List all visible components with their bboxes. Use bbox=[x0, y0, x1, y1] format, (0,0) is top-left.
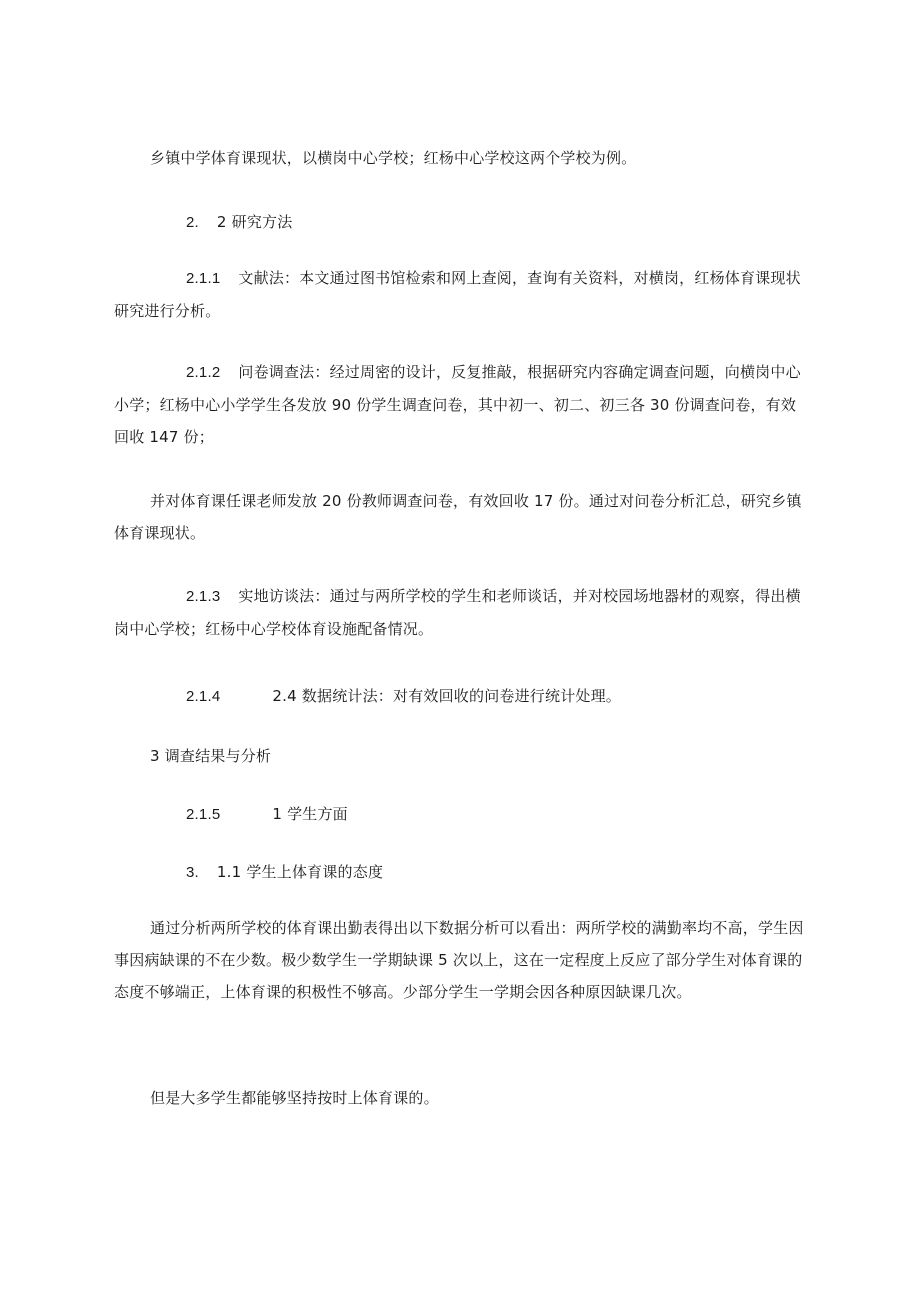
section-2-1-2-text: 问卷调查法：经过周密的设计，反复推敲，根据研究内容确定调查问题，向横岗中心小学；红杨中心小学学生各发放 90 份学生调查问卷，其中初一、初二、初三各 30 份调查问卷，有效回收 147 份； bbox=[114, 363, 801, 446]
section-2-1-1-text: 文献法：本文通过图书馆检索和网上查阅，查询有关资料，对横岗，红杨体育课现状研究进行分析。 bbox=[114, 269, 801, 320]
heading-2-2-number: 2. bbox=[186, 214, 199, 231]
paragraph-attendance-analysis-text: 通过分析两所学校的体育课出勤表得出以下数据分析可以看出：两所学校的满勤率均不高，学生因事因病缺课的不在少数。极少数学生一学期缺课 5 次以上，这在一定程度上反应了部分学生对体育课的态度不够端正，上体育课的积极性不够高。少部分学生一学期会因各种原因缺课几次。 bbox=[114, 919, 804, 1001]
heading-3-1-1-text: 1.1 学生上体育课的态度 bbox=[216, 863, 384, 881]
section-2-1-3-text: 实地访谈法：通过与两所学校的学生和老师谈话，并对校园场地器材的观察，得出横岗中心学校；红杨中心学校体育设施配备情况。 bbox=[114, 587, 801, 638]
section-2-1-5-number: 2.1.5 bbox=[186, 806, 221, 823]
section-2-1-5-text: 1 学生方面 bbox=[272, 805, 348, 823]
paragraph-conclusion-text: 但是大多学生都能够坚持按时上体育课的。 bbox=[150, 1089, 439, 1107]
heading-3-text: 3 调查结果与分析 bbox=[150, 747, 272, 765]
section-2-1-2-number: 2.1.2 bbox=[186, 364, 221, 381]
paragraph-conclusion bbox=[114, 1082, 808, 1114]
heading-3 bbox=[114, 740, 808, 772]
heading-3-1-1-number: 3. bbox=[186, 864, 199, 881]
heading-3-1-1 bbox=[114, 856, 808, 889]
paragraph-teacher-survey-text: 并对体育课任课老师发放 20 份教师调查问卷，有效回收 17 份。通过对问卷分析汇总，研究乡镇体育课现状。 bbox=[114, 492, 802, 542]
section-2-1-3 bbox=[114, 580, 808, 645]
section-2-1-3-number: 2.1.3 bbox=[186, 588, 221, 605]
paragraph-intro-text: 乡镇中学体育课现状，以横岗中心学校；红杨中心学校这两个学校为例。 bbox=[150, 149, 637, 167]
section-2-1-1 bbox=[114, 262, 808, 327]
paragraph-attendance-analysis bbox=[114, 912, 808, 1008]
section-2-1-2 bbox=[114, 356, 808, 453]
section-2-1-4-number: 2.1.4 bbox=[186, 688, 221, 705]
heading-2-2 bbox=[114, 206, 808, 239]
paragraph-teacher-survey bbox=[114, 485, 808, 549]
heading-2-2-text: 2 研究方法 bbox=[216, 213, 293, 231]
section-2-1-4-text: 2.4 数据统计法：对有效回收的问卷进行统计处理。 bbox=[272, 687, 622, 705]
section-2-1-4 bbox=[114, 680, 808, 713]
section-2-1-1-number: 2.1.1 bbox=[186, 270, 221, 287]
paragraph-intro bbox=[114, 142, 808, 174]
section-2-1-5 bbox=[114, 798, 808, 831]
